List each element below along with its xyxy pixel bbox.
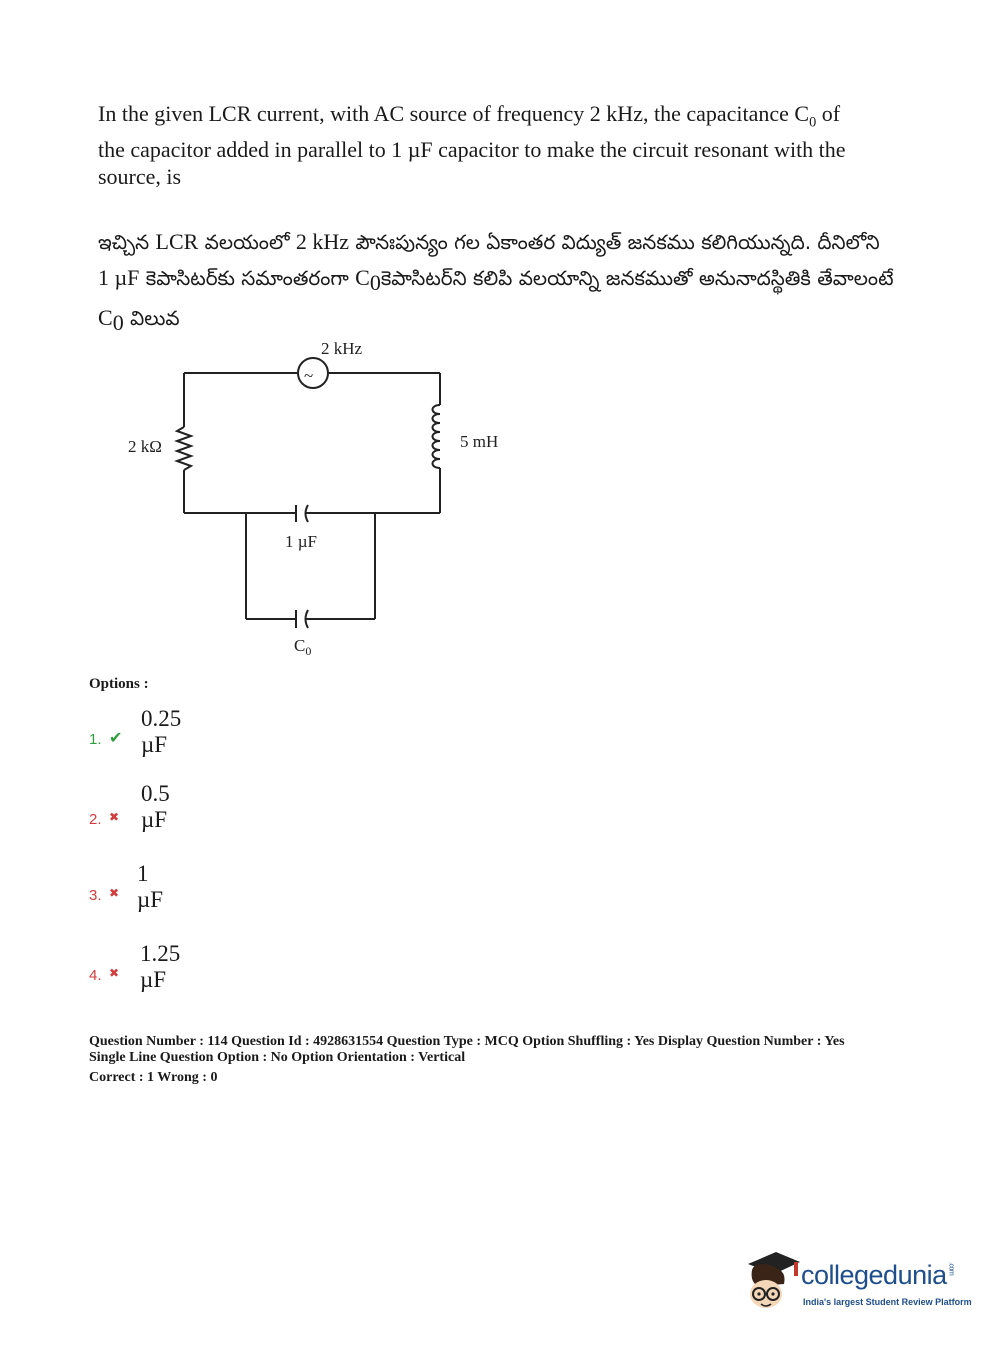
question-line-3: source, is: [98, 164, 182, 190]
question-text-telugu: [98, 224, 898, 340]
ac-source-symbol: ~: [304, 366, 314, 385]
meta-line-1: Question Number : 114 Question Id : 4928631554 Question Type : MCQ Option Shuffling : Yes Display Question Number : Yes: [89, 1034, 845, 1049]
option-text: 1.25 µF: [140, 941, 181, 992]
telugu-line-2: 1 µF కెపాసిటర్‌కు సమాంతరంగా $C_0కెపాసిటర్‌ని$ కలిపి వలయాన్ని జనకముతో అనునాదస్థితికి తేవాలంటే: [98, 265, 894, 295]
option-number: 4.: [89, 967, 102, 984]
telugu-line-3: $C_0$ విలువ: [98, 305, 180, 335]
question-meta: [89, 1034, 909, 1086]
graduate-mascot-icon: [742, 1248, 802, 1318]
options-label: Options :: [89, 676, 149, 692]
question-line-2: the capacitor added in parallel to 1 µF capacitor to make the circuit resonant with the: [98, 137, 846, 163]
meta-line-2: Single Line Question Option : No Option Orientation : Vertical: [89, 1050, 466, 1065]
option-text: 1 µF: [137, 861, 164, 912]
question-text-english: [98, 100, 888, 190]
capacitor-1-label: 1 µF: [285, 532, 317, 551]
check-icon: ✔: [109, 728, 123, 747]
capacitor-2-label: $C_0$: [294, 636, 312, 658]
subscript: 0: [809, 114, 817, 131]
resistor-icon: [177, 427, 191, 470]
inductor-icon: [433, 405, 441, 468]
telugu-line-1: ఇచ్చిన LCR వలయంలో 2 kHz పౌనఃపున్యం గల ఏకాంతర విద్యుత్ జనకము కలిగియున్నది. దీనిలోని: [98, 229, 880, 254]
resistor-label: 2 kΩ: [128, 437, 162, 456]
meta-line-3: Correct : 1 Wrong : 0: [89, 1070, 218, 1085]
cross-icon: ✖: [109, 886, 120, 900]
option-number: 3.: [89, 887, 102, 904]
source-label: 2 kHz: [321, 339, 363, 358]
option-text: 0.5 µF: [141, 781, 170, 832]
option-text: 0.25 µF: [141, 706, 182, 757]
logo-tagline: India's largest Student Review Platform: [803, 1297, 972, 1307]
logo-wordmark: collegedunia.com: [801, 1260, 955, 1290]
collegedunia-logo: [742, 1248, 982, 1318]
cross-icon: ✖: [109, 810, 120, 824]
cross-icon: ✖: [109, 966, 120, 980]
option-number: 2.: [89, 811, 102, 828]
circuit-diagram: [110, 335, 530, 665]
inductor-label: 5 mH: [460, 432, 499, 451]
option-number: 1.: [89, 731, 102, 748]
question-line-1: In the given LCR current, with AC source of frequency 2 kHz, the capacitance $C_0$ of: [98, 101, 841, 131]
